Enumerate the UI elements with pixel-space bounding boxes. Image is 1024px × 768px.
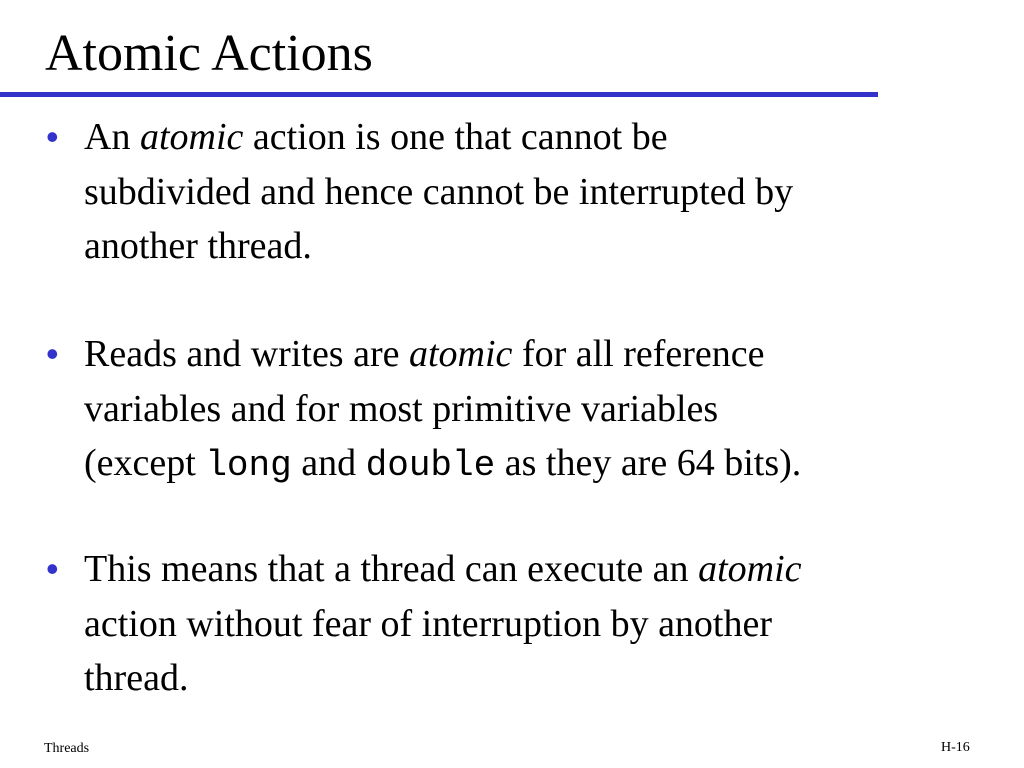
text-span: Reads and writes are (84, 333, 409, 375)
code-keyword-long: long (205, 445, 292, 486)
text-span: An (84, 116, 140, 158)
bullet-line (84, 327, 964, 382)
text-span: This means that a thread can execute an (84, 548, 699, 590)
bullet-line (84, 110, 964, 165)
emphasis-text: atomic (409, 333, 513, 375)
bullet-icon: • (46, 333, 59, 374)
text-span: (except (84, 442, 206, 484)
footer-page-number: H-16 (941, 740, 970, 755)
text-span: for all reference (512, 333, 765, 375)
text-span: and (291, 442, 366, 484)
bullet-line: subdivided and hence cannot be interrupted by (84, 170, 794, 213)
bullet-line (84, 542, 964, 597)
bullet-line: action without fear of interruption by another (84, 602, 773, 645)
text-span: action is one that cannot be (243, 116, 668, 158)
bullet-text (84, 542, 964, 706)
bullet-line: another thread. (84, 225, 312, 267)
bullet-icon: • (46, 116, 59, 157)
bullet-line: thread. (84, 657, 189, 699)
bullet-text (84, 327, 964, 494)
emphasis-text: atomic (698, 548, 802, 590)
slide-title: Atomic Actions (45, 25, 373, 82)
bullet-line: variables and for most primitive variables (84, 387, 719, 430)
bullet-text (84, 110, 964, 274)
title-underline-rule (0, 92, 878, 97)
emphasis-text: atomic (139, 116, 244, 158)
bullet-line (84, 436, 964, 494)
footer-section-label: Threads (44, 741, 90, 756)
code-keyword-double: double (365, 445, 496, 486)
text-span: as they are 64 bits). (495, 442, 802, 484)
bullet-icon: • (46, 548, 59, 589)
